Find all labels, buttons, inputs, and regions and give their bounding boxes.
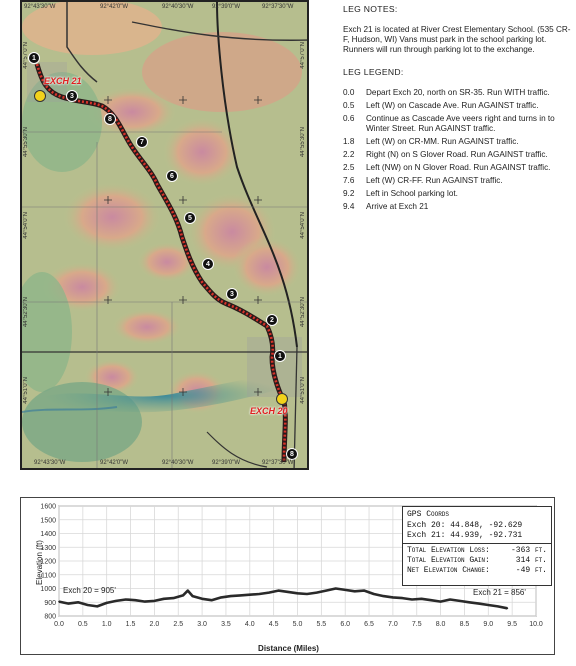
y-tick-label: 1500	[40, 517, 56, 525]
coord-bottom-3: 92°40'30"W	[162, 460, 194, 466]
elevation-point	[259, 593, 261, 595]
legend-row	[343, 101, 575, 111]
x-tick-label: 0.0	[54, 621, 64, 628]
coord-bottom-4: 92°39'0"W	[212, 460, 241, 466]
coord-top-1: 92°43'30"W	[24, 4, 56, 10]
route-mile-marker[interactable]: 1	[28, 52, 40, 64]
exchange-20-icon[interactable]	[276, 393, 288, 405]
route-mile-marker[interactable]: 7	[136, 136, 148, 148]
gps-exch20: Exch 20: 44.848, -92.629	[407, 521, 523, 530]
y-tick-label: 1400	[40, 531, 56, 538]
elevation-point	[173, 597, 175, 599]
route-mile-marker[interactable]: 3	[66, 90, 78, 102]
elevation-point	[335, 588, 337, 590]
x-tick-label: 6.0	[340, 621, 351, 628]
leg-notes-panel	[343, 4, 575, 215]
exchange-21-icon[interactable]	[34, 90, 46, 102]
elevation-point	[211, 599, 213, 601]
legend-mile: 1.8	[343, 137, 355, 146]
elevation-loss-label: Total Elevation Loss:	[407, 546, 490, 555]
gps-coords-box	[402, 506, 552, 586]
end-elevation-label: Exch 21 = 856'	[473, 588, 526, 597]
elevation-net-label: Net Elevation Change:	[407, 566, 490, 575]
elevation-point	[402, 597, 404, 599]
y-tick-label: 900	[44, 599, 56, 607]
route-mile-marker[interactable]: 1	[274, 350, 286, 362]
route-mile-marker[interactable]: 8	[286, 448, 298, 460]
legend-text: Left (NW) on N Glover Road. Run AGAINST traffic.	[366, 163, 551, 172]
x-tick-label: 1.0	[101, 621, 112, 628]
coord-right-2: 44°55'30"N	[300, 127, 306, 158]
elevation-point	[297, 593, 299, 595]
elevation-point	[230, 595, 232, 597]
coord-left-2: 44°55'30"N	[23, 127, 29, 158]
x-tick-label: 1.5	[125, 621, 136, 628]
x-tick-label: 5.0	[292, 621, 303, 628]
elevation-net-row	[407, 566, 547, 576]
y-tick-label: 1300	[40, 544, 56, 552]
x-tick-label: 2.5	[173, 621, 184, 628]
elevation-point	[316, 592, 318, 594]
elevation-point	[87, 604, 89, 606]
elevation-point	[373, 593, 375, 595]
elevation-point	[268, 592, 270, 594]
elevation-point	[278, 590, 280, 592]
legend-text: Continue as Cascade Ave veers right and turns in to Winter Street. Run AGAINST traffic.	[366, 114, 555, 133]
coord-top-5: 92°37'30"W	[262, 4, 294, 10]
x-tick-label: 10.0	[529, 621, 543, 628]
elevation-point	[144, 601, 146, 603]
elevation-point	[163, 598, 165, 600]
legend-row	[343, 176, 575, 186]
elevation-point	[68, 603, 70, 605]
coord-bottom-2: 92°42'0"W	[100, 460, 129, 466]
elevation-point	[249, 594, 251, 596]
route-mile-marker[interactable]: 5	[184, 212, 196, 224]
start-elevation-label: Exch 20 = 905'	[63, 586, 116, 595]
x-tick-label: 3.5	[221, 621, 231, 628]
y-tick-label: 1600	[40, 503, 56, 511]
coord-left-5: 44°51'0"N	[23, 377, 29, 404]
elevation-point	[364, 590, 366, 592]
gps-exch21: Exch 21: 44.939, -92.731	[407, 531, 523, 540]
coord-bottom-1: 92°43'30"W	[34, 460, 66, 466]
legend-mile: 0.0	[343, 88, 355, 97]
elevation-point	[106, 602, 108, 604]
x-axis-title: Distance (Miles)	[258, 644, 319, 653]
elevation-point	[468, 602, 470, 604]
coord-top-4: 92°39'0"W	[212, 4, 241, 10]
elevation-gain-value: 314 ft.	[515, 556, 547, 565]
x-tick-label: 6.5	[364, 621, 374, 628]
y-tick-label: 1200	[40, 558, 56, 566]
x-tick-label: 9.5	[507, 621, 518, 628]
x-tick-label: 8.0	[435, 621, 446, 628]
elevation-gain-row	[407, 556, 547, 566]
legend-row	[343, 163, 575, 173]
exchange-21-label: EXCH 21	[44, 76, 82, 86]
elevation-point	[192, 595, 194, 597]
route-mile-marker[interactable]: 2	[266, 314, 278, 326]
legend-text: Right (N) on S Glover Road. Run AGAINST traffic.	[366, 150, 548, 159]
coord-right-4: 44°52'30"N	[300, 297, 306, 328]
legend-text: Left (W) on Cascade Ave. Run AGAINST traffic.	[366, 101, 539, 110]
route-mile-marker[interactable]: 8	[104, 113, 116, 125]
elevation-point	[383, 595, 385, 597]
legend-text: Left (W) CR-FF. Run AGAINST traffic.	[366, 176, 503, 185]
legend-mile: 9.4	[343, 202, 355, 211]
map-terrain	[22, 2, 309, 470]
elevation-point	[115, 600, 117, 602]
legend-text: Depart Exch 20, north on SR-35. Run WITH traffic.	[366, 88, 550, 97]
legend-mile: 2.5	[343, 163, 355, 172]
elevation-point	[77, 602, 79, 604]
leg-notes-title: LEG NOTES:	[343, 4, 398, 14]
legend-row	[343, 137, 575, 147]
legend-mile: 0.5	[343, 101, 355, 110]
y-axis-title: Elevation (ft)	[34, 540, 44, 585]
elevation-point	[488, 604, 490, 606]
route-mile-marker[interactable]: 6	[166, 170, 178, 182]
coord-right-3: 44°54'0"N	[300, 212, 306, 239]
elevation-point	[344, 589, 346, 591]
elevation-point	[507, 608, 509, 610]
elevation-point	[154, 600, 156, 602]
gps-divider	[403, 543, 551, 544]
elevation-loss-value: -363 ft.	[510, 546, 547, 555]
x-tick-label: 9.0	[483, 621, 494, 628]
elevation-point	[411, 599, 413, 601]
elevation-point	[182, 595, 184, 597]
elevation-point	[201, 598, 203, 600]
leg-legend-list	[343, 88, 575, 212]
legend-mile: 7.6	[343, 176, 355, 185]
x-tick-label: 4.0	[244, 621, 255, 628]
elevation-point	[187, 590, 189, 592]
legend-text: Left (W) on CR-MM. Run AGAINST traffic.	[366, 137, 519, 146]
elevation-point	[440, 601, 442, 603]
coord-left-4: 44°52'30"N	[23, 297, 29, 328]
x-tick-label: 2.0	[149, 621, 160, 628]
elevation-point	[135, 599, 137, 601]
legend-row	[343, 189, 575, 199]
elevation-point	[354, 591, 356, 593]
legend-text: Left in School parking lot.	[366, 189, 458, 198]
coord-top-3: 92°40'30"W	[162, 4, 194, 10]
y-tick-label: 1100	[40, 572, 56, 580]
elevation-profile-panel	[20, 497, 555, 655]
legend-row	[343, 202, 575, 212]
route-mile-marker[interactable]: 3	[226, 288, 238, 300]
coord-top-2: 92°42'0"W	[100, 4, 129, 10]
legend-row	[343, 88, 575, 98]
legend-mile: 9.2	[343, 189, 355, 198]
route-mile-marker[interactable]: 4	[202, 258, 214, 270]
elevation-point	[240, 595, 242, 597]
elevation-gain-label: Total Elevation Gain:	[407, 556, 490, 565]
x-tick-label: 3.0	[197, 621, 207, 628]
elevation-point	[96, 606, 98, 608]
x-tick-label: 8.5	[459, 621, 470, 628]
coord-right-1: 44°57'0"N	[300, 42, 306, 69]
gps-title: GPS Coords	[407, 510, 450, 519]
elevation-point	[449, 599, 451, 601]
x-tick-label: 7.5	[411, 621, 422, 628]
y-tick-label: 800	[44, 613, 56, 621]
elevation-point	[58, 601, 60, 603]
elevation-point	[497, 606, 499, 608]
legend-mile: 2.2	[343, 150, 355, 159]
leg-legend-title: LEG LEGEND:	[343, 67, 404, 77]
legend-row	[343, 114, 575, 134]
elevation-point	[125, 599, 127, 601]
x-tick-label: 7.0	[388, 621, 398, 628]
elevation-point	[478, 603, 480, 605]
leg-notes-body: Exch 21 is located at River Crest Elementary School. (535 CR-F, Hudson, WI) Vans must park in the school parking lot. Runners will run through parking lot to the exchange.	[343, 25, 571, 54]
elevation-point	[287, 591, 289, 593]
coord-left-1: 44°57'0"N	[23, 42, 29, 69]
elevation-point	[220, 597, 222, 599]
elevation-point	[459, 600, 461, 602]
coord-left-3: 44°54'0"N	[23, 212, 29, 239]
x-tick-label: 0.5	[77, 621, 88, 628]
route-map[interactable]	[20, 0, 309, 470]
x-tick-label: 4.5	[268, 621, 279, 628]
exchange-20-label: EXCH 20	[250, 406, 288, 416]
y-tick-label: 1000	[40, 586, 56, 593]
elevation-point	[306, 593, 308, 595]
coord-right-5: 44°51'0"N	[300, 377, 306, 404]
x-tick-label: 5.5	[316, 621, 327, 628]
legend-text: Arrive at Exch 21	[366, 202, 429, 211]
elevation-point	[421, 598, 423, 600]
elevation-point	[430, 599, 432, 601]
elevation-point	[392, 597, 394, 599]
elevation-loss-row	[407, 546, 547, 556]
coord-bottom-5: 92°37'30"W	[262, 460, 294, 466]
elevation-point	[325, 590, 327, 592]
legend-mile: 0.6	[343, 114, 355, 123]
elevation-net-value: -49 ft.	[515, 566, 547, 575]
legend-row	[343, 150, 575, 160]
